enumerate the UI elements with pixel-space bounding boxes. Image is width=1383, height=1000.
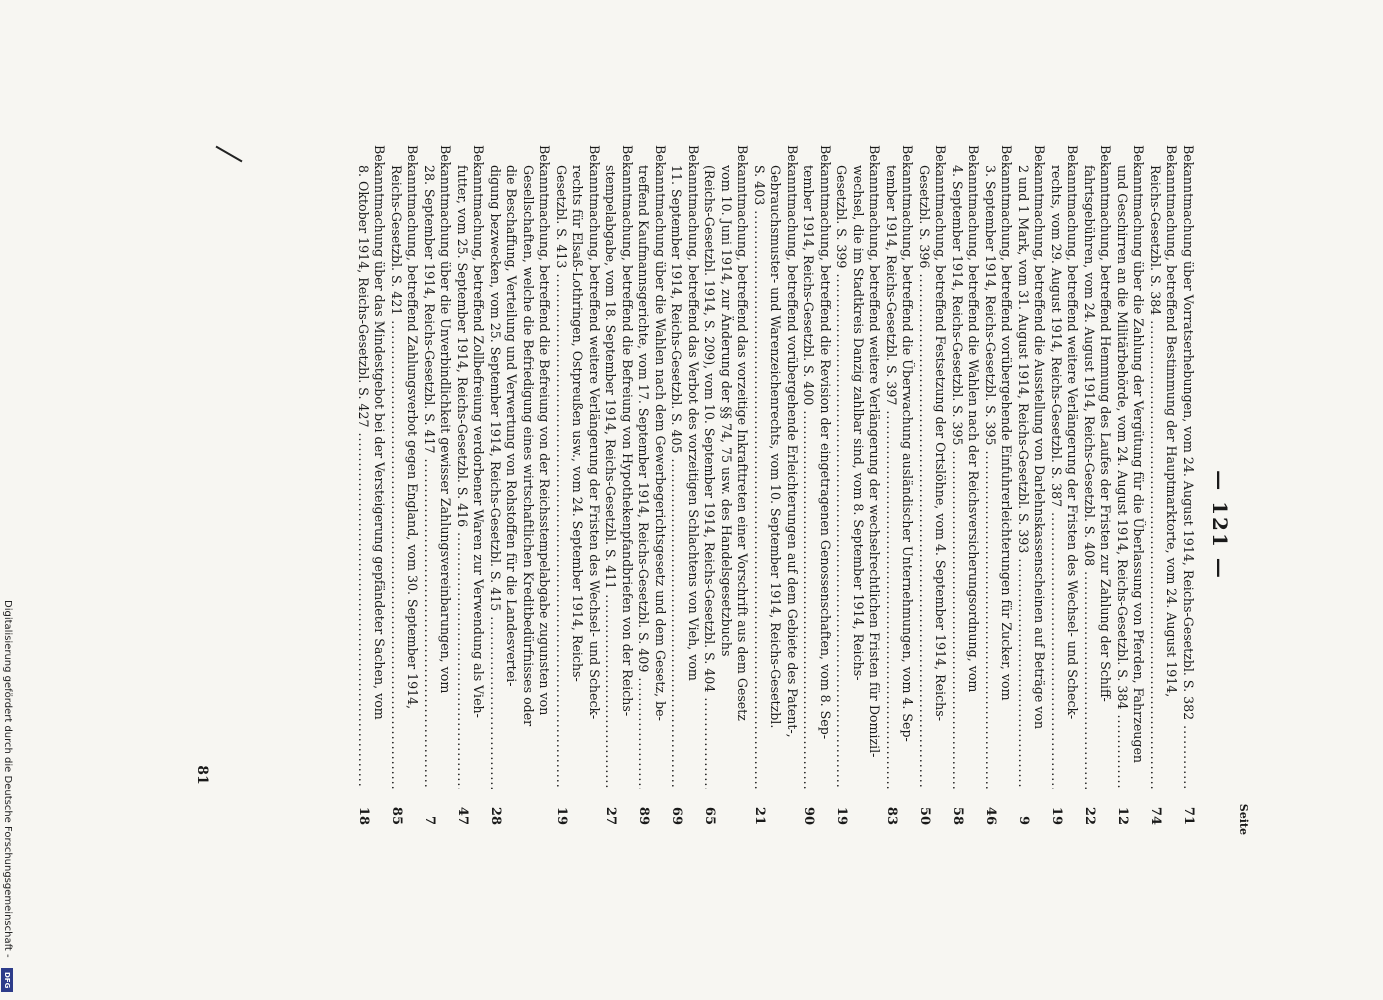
entry-line: Bekanntmachung, betreffend Hemmung des Laufes der Fristen zur Zahlung der Schiff- [1098,145,1114,702]
index-entry [553,145,603,825]
entry-page-number: 18 [355,789,372,825]
index-entry [833,145,883,825]
entry-line: futter, vom 25. September 1914, Reichs-Gesetzbl. S. 416 ..... [454,145,471,825]
digitization-credit [0,600,14,1000]
entry-page-number: 7 [421,789,438,825]
entry-line: Bekanntmachung, betreffend vorübergehende Einfuhrerleichterungen für Zucker, vom [999,145,1015,701]
entry-page-number: 74 [1147,789,1164,825]
entry-line: Bekanntmachung, betreffend die Revision der eingetragenen Genossenschaften, vom 8. Sep- [818,145,833,740]
entry-line: Bekanntmachung über Vorratserhebungen, vom 24. August 1914, Reichs-Gesetzbl. S. 382 ..... [1180,145,1197,825]
entry-line: (Reichs-Gesetzbl. 1914, S. 209), vom 10. September 1914, Reichs-Gesetzbl. S. 404 ..... [701,145,718,825]
index-entry [1180,145,1197,825]
entry-line: Bekanntmachung, betreffend die Ausstellung von Darlehnskassenscheinen auf Beträge von [1032,145,1048,730]
entry-line: Bekanntmachung über die Zahlung der Vergütung für die Überlassung von Pferden, Fahrzeugen [1131,145,1147,764]
entry-page-number: 50 [916,789,933,825]
index-entry [701,145,751,825]
entry-line: Bekanntmachung, betreffend vorübergehende Erleichterungen auf dem Gebiete des Patent-, [785,145,800,738]
page-number: — 121 — [1208,470,1232,580]
entry-page-number: 89 [635,789,652,825]
index-entry [454,145,487,825]
entry-line: Gesellschaften, welche die Befriedigung eines wirtschaftlichen Kreditbedürfnisses oder [521,165,536,727]
entry-line: Gesetzbl. S. 413 ..... [553,145,570,825]
entry-line: S. 403 ..... [751,145,768,825]
entry-line: Bekanntmachung, betreffend die Überwachung ausländischer Unternehmungen, vom 4. Sep- [900,145,916,742]
entry-line: rechts, vom 29. August 1914, Reichs-Gesetzbl. S. 387 ..... [1048,145,1065,825]
entry-page-number: 47 [454,789,471,825]
entry-line: stempelabgabe, vom 18. September 1914, Reichs-Gesetzbl. S. 411 ..... [602,145,619,825]
entry-line: Reichs-Gesetzbl. S. 384 ..... [1147,145,1164,825]
entry-line: 3. September 1914, Reichs-Gesetzbl. S. 395 ..... [982,145,999,825]
entry-line: Gesetzbl. S. 396 ..... [916,145,933,825]
entry-line: wechsel, die im Stadtkreis Danzig zahlbar sind, vom 8. September 1914, Reichs- [851,165,866,681]
index-entry [635,145,668,825]
entry-page-number: 83 [883,789,900,825]
entry-page-number: 85 [388,789,405,825]
entry-line: Bekanntmachung, betreffend Bestimmung der Hauptmarktorte, vom 24. August 1914, [1164,145,1180,698]
entry-page-number: 12 [1114,789,1131,825]
entry-page-number: 19 [833,789,850,825]
entry-line: Bekanntmachung, betreffend die Befreiung von der Reichsstempelabgabe zugunsten von [537,145,553,716]
entry-line: Bekanntmachung, betreffend Festsetzung der Ortslöhne, vom 4. September 1914, Reichs- [933,145,949,721]
entry-page-number: 19 [553,789,570,825]
footer-number: 81 [194,765,210,785]
dfg-logo-icon: DFG [1,968,13,992]
entry-line: 28. September 1914, Reichs-Gesetzbl. S. 417 ..... [421,145,438,825]
entry-page-number: 69 [668,789,685,825]
entry-page-number: 65 [701,789,718,825]
entry-page-number: 46 [982,789,999,825]
index-entry [421,145,454,825]
entry-line: Bekanntmachung, betreffend das Verbot des vorzeitigen Schlachtens von Vieh, vom [686,145,701,681]
entry-line: 2 und 1 Mark, vom 31. August 1914, Reichs-Gesetzbl. S. 393 ..... [1015,145,1032,825]
entry-line: Bekanntmachung, betreffend das vorzeitige Inkrafttreten einer Vorschrift aus dem Gesetz [735,145,751,721]
entry-line: tember 1914, Reichs-Gesetzbl. S. 400 ..... [800,145,817,825]
index-entry [751,145,801,825]
entry-line: Bekanntmachung, betreffend die Befreiung von Hypothekenpfandbriefen von der Reichs- [620,145,635,717]
index-entry [1081,145,1114,825]
entry-line: und Geschirren an die Militärbehörde, vom 24. August 1914, Reichs-Gesetzbl. S. 384 ..... [1114,145,1131,825]
entry-list [176,145,1196,825]
entry-page-number: 21 [751,789,768,825]
index-entry [487,145,553,825]
entry-page-number: 19 [1048,789,1065,825]
entry-line: 8. Oktober 1914, Reichs-Gesetzbl. S. 427 ..... [355,145,372,825]
index-entry [916,145,949,825]
index-entry [1147,145,1180,825]
index-entry [1015,145,1048,825]
index-entry [800,145,833,825]
entry-line: Bekanntmachung, betreffend Zollbefreiung verdorbener Waren zur Verwendung als Vieh- [471,145,487,718]
entry-line: 11. September 1914, Reichs-Gesetzbl. S. 405 ..... [668,145,685,825]
entry-page-number: 9 [1015,789,1032,825]
entry-line: 4. September 1914, Reichs-Gesetzbl. S. 395 ..... [949,145,966,825]
entry-page-number: 22 [1081,789,1098,825]
entry-page-number: 90 [800,789,817,825]
index-entry [1048,145,1081,825]
entry-line: die Beschaffung, Verteilung und Verwertung von Rohstoffen für die Landesvertei- [504,165,520,687]
entry-line: Bekanntmachung über die Unverbindlichkeit gewisser Zahlungsvereinbarungen, vom [438,145,454,694]
entry-line: Bekanntmachung über das Mindestgebot bei der Versteigerung gepfändeter Sachen, vom [372,145,388,720]
entry-line: Bekanntmachung, betreffend Zahlungsverbot gegen England, vom 30. September 1914, [405,145,421,710]
entry-line: Bekanntmachung über die Wahlen nach dem Gewerbegerichtsgesetz und dem Gesetz, be- [653,145,668,721]
entry-page-number: 71 [1180,789,1197,825]
entry-line: vom 10. Juni 1914, zur Änderung der §§ 74, 75 usw. des Handelsgesetzbuchs [719,165,734,657]
entry-line: Reichs-Gesetzbl. S. 421 ..... [388,145,405,825]
index-entry [602,145,635,825]
entry-line: treffend Kaufmannsgerichte, vom 17. September 1914, Reichs-Gesetzbl. S. 409 ..... [635,145,652,825]
entry-line: tember 1914, Reichs-Gesetzbl. S. 397 ..... [883,145,900,825]
entry-line: Bekanntmachung, betreffend weitere Verlängerung der wechselrechtlichen Fristen für Domizil- [867,145,883,758]
entry-line: rechts für Elsaß-Lothringen, Ostpreußen usw., vom 24. September 1914, Reichs- [570,165,586,682]
entry-line: Gebrauchsmuster- und Warenzeichenrechts, vom 10. September 1914, Reichs-Gesetzbl. [768,165,784,729]
index-entry [668,145,701,825]
entry-page-number: 28 [487,789,504,825]
entry-line: Bekanntmachung, betreffend weitere Verlängerung der Fristen des Wechsel- und Scheck- [1065,145,1081,720]
entry-line: Bekanntmachung, betreffend die Wahlen nach der Reichsversicherungsordnung, vom [966,145,982,693]
entry-line: Gesetzbl. S. 399 ..... [833,145,850,825]
index-entry [355,145,388,825]
entry-line: digung bezwecken, vom 25. September 1914, Reichs-Gesetzbl. S. 415 ..... [487,145,504,825]
entry-page-number: 27 [602,789,619,825]
index-entry [388,145,421,825]
page-column-head: Seite [1237,803,1250,835]
entry-line: fahrtsgebühren, vom 24. August 1914, Reichs-Gesetzbl. S. 408 ..... [1081,145,1098,825]
index-entry [949,145,982,825]
rotated-page [160,145,1250,835]
entry-page-number: 58 [949,789,966,825]
index-entry [883,145,916,825]
credit-text: Digitalisierung gefördert durch die Deutsche Forschungsgemeinschaft - [2,600,13,958]
index-entry [1114,145,1147,825]
index-entry [982,145,1015,825]
entry-line: Bekanntmachung, betreffend weitere Verlängerung der Fristen des Wechsel- und Scheck- [587,145,602,720]
